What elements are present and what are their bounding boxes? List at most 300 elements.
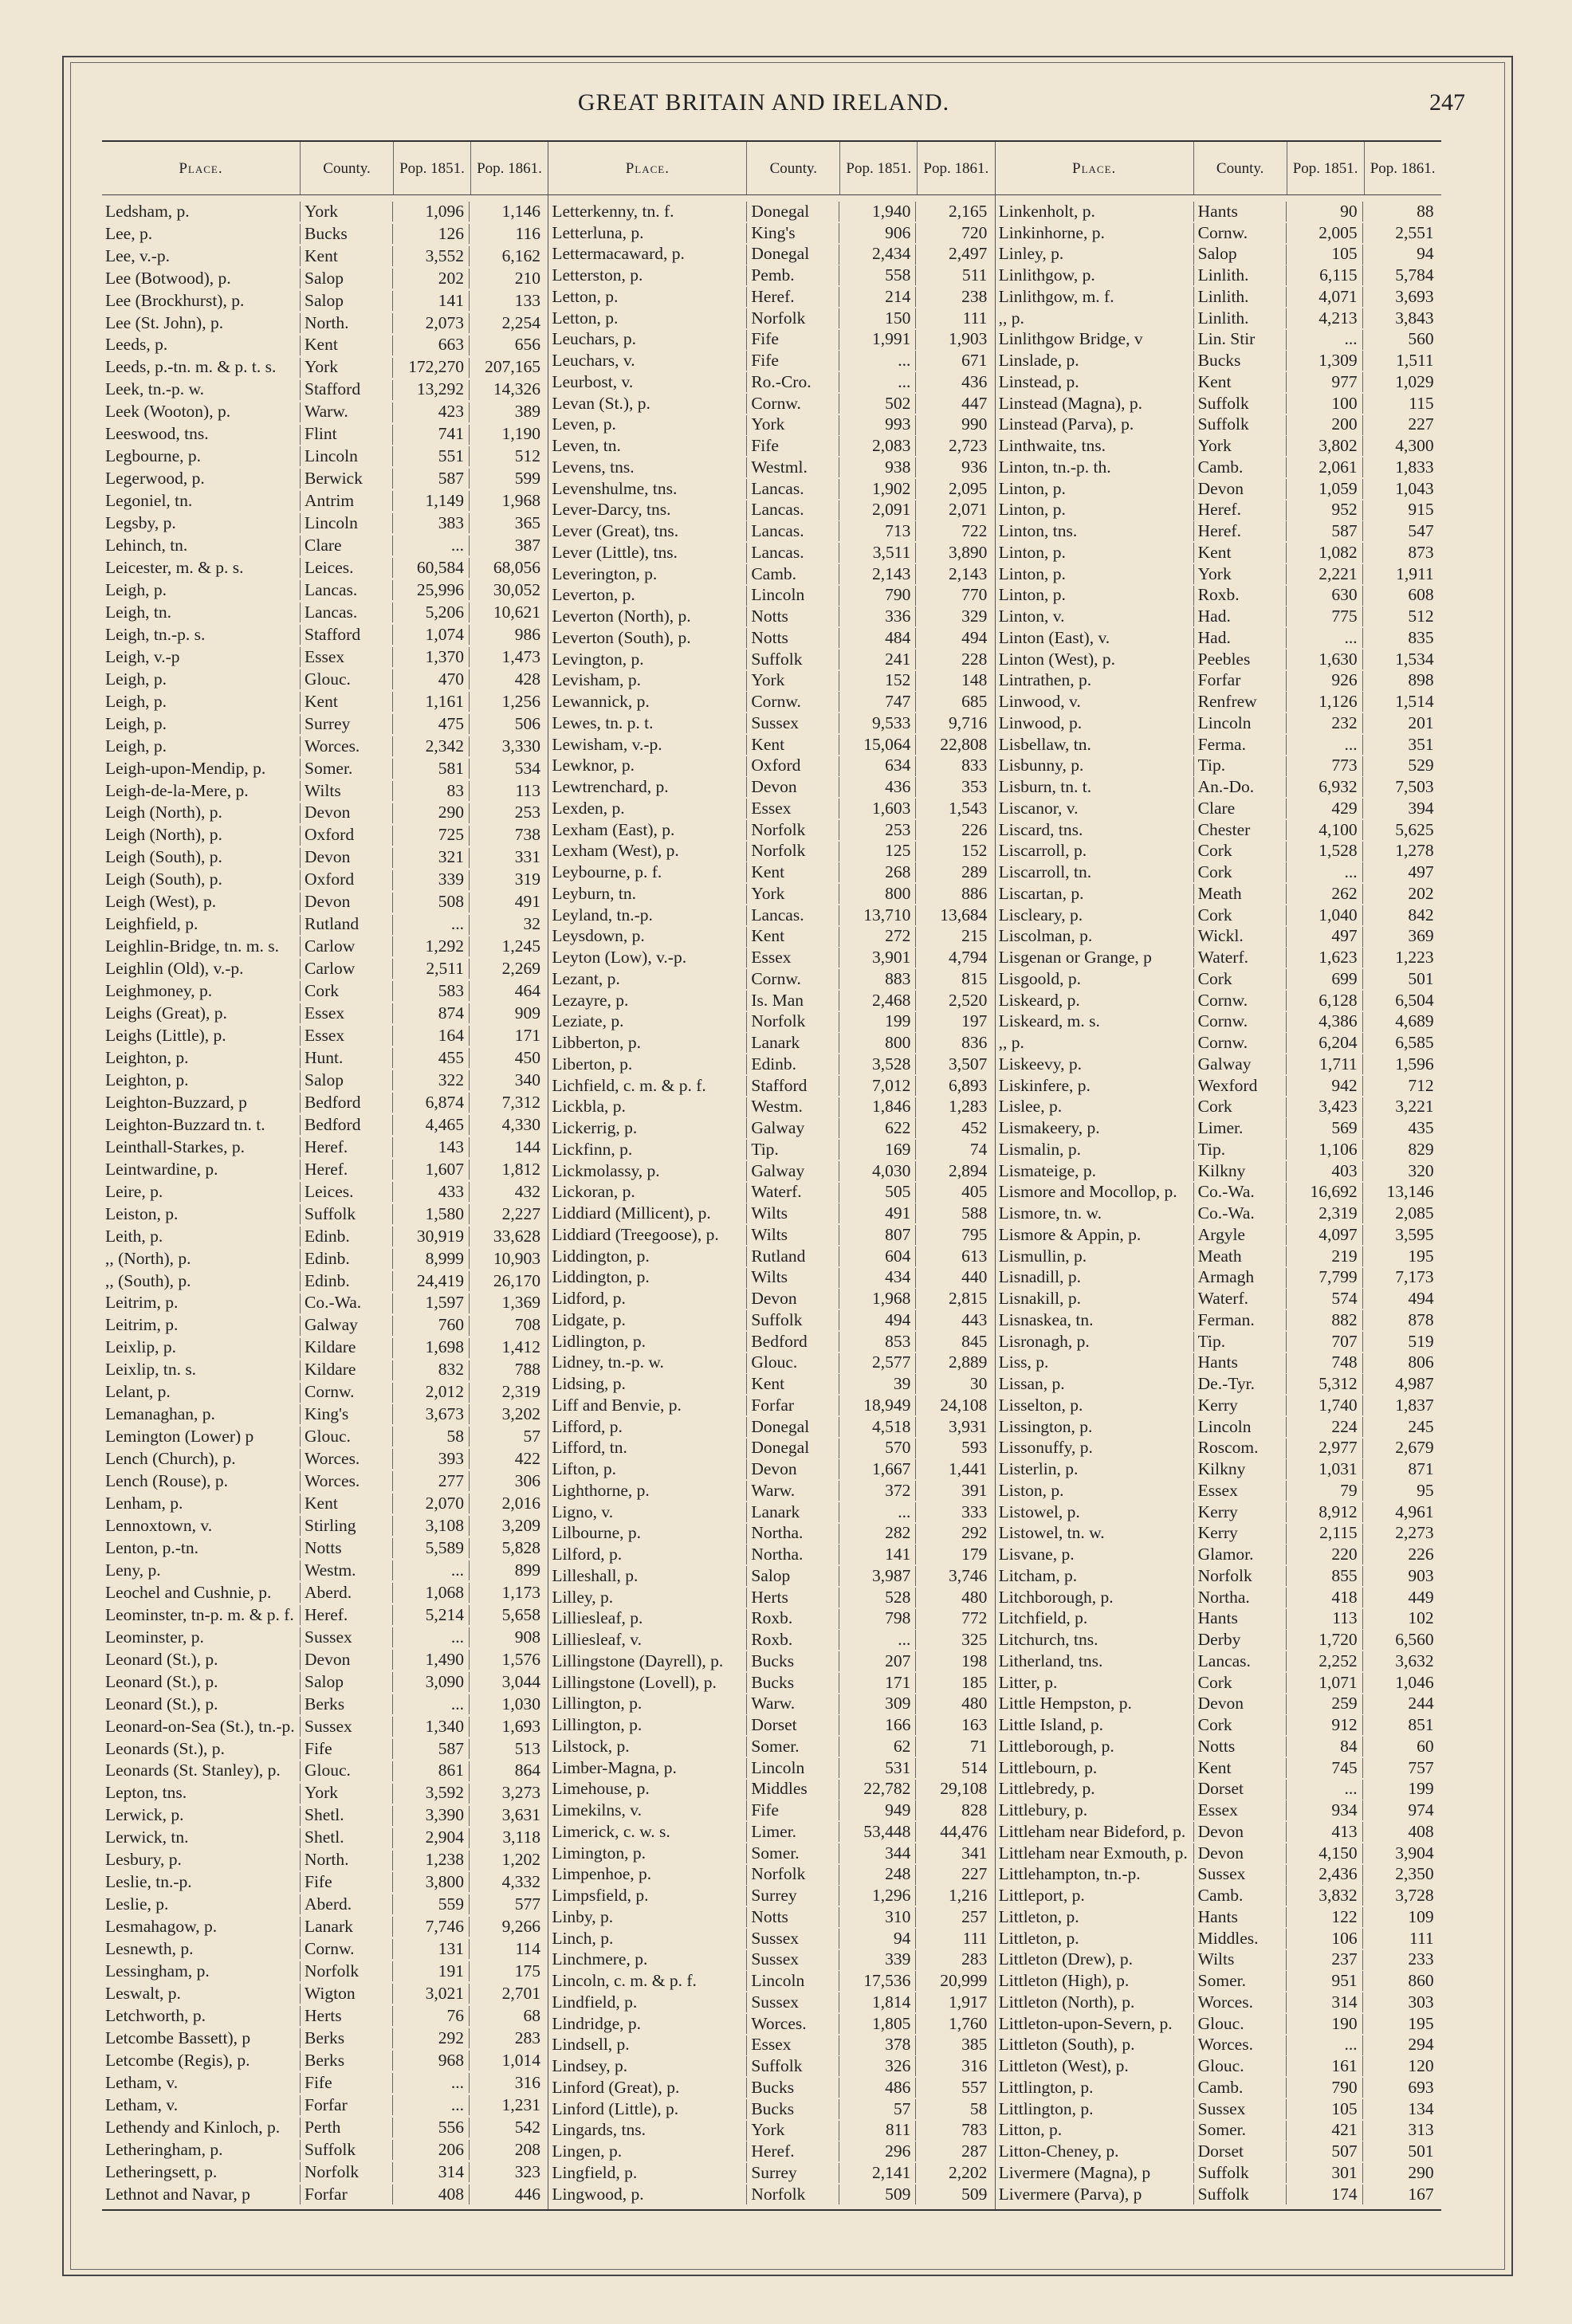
place-cell: Lennoxtown, v. — [105, 1516, 213, 1535]
place-cell: Lezant, p. — [552, 969, 620, 988]
table-row — [102, 1739, 548, 1759]
pop-1861-cell: 1,216 — [915, 1886, 992, 1906]
table-row — [548, 564, 994, 584]
place-cell: Lesmahagow, p. — [105, 1917, 218, 1937]
place-cell: Lee (St. John), p. — [105, 312, 224, 332]
pop-1851-cell: 1,292 — [392, 936, 469, 956]
pop-1861-cell: 599 — [469, 469, 545, 489]
table-row — [548, 1886, 994, 1906]
pop-1861-cell: 1,030 — [469, 1694, 545, 1714]
pop-1861-cell: 936 — [915, 457, 992, 477]
pop-1861-cell: 3,746 — [915, 1566, 992, 1586]
pop-1851-cell: 587 — [392, 469, 469, 489]
pop-1851-cell: 190 — [1286, 2014, 1362, 2034]
pop-1851-cell: 22,782 — [839, 1780, 915, 1800]
table-row — [996, 586, 1441, 606]
table-row — [996, 1332, 1441, 1352]
county-cell: Roxb. — [1193, 586, 1286, 606]
pop-1861-cell: 1,245 — [469, 936, 545, 956]
pop-1851-cell: 125 — [839, 842, 915, 862]
pop-1851-cell: 268 — [839, 862, 915, 882]
place-cell: Lismore, tn. w. — [998, 1203, 1102, 1223]
pop-1851-cell: 1,238 — [392, 1851, 469, 1871]
place-cell: Liston, p. — [998, 1481, 1064, 1500]
county-cell: Fife — [746, 1800, 839, 1820]
pop-1861-cell: 2,497 — [915, 245, 992, 265]
table-row — [548, 1822, 994, 1842]
pop-1861-cell: 557 — [915, 2078, 992, 2098]
pop-1861-cell: 195 — [1362, 1246, 1439, 1266]
table-row — [548, 1545, 994, 1564]
county-cell: Camb. — [746, 564, 839, 584]
table-row — [102, 536, 548, 555]
pop-1861-cell: 4,332 — [469, 1872, 545, 1892]
place-cell: Lesnewth, p. — [105, 1939, 194, 1959]
place-cell: Limber-Magna, p. — [552, 1757, 677, 1777]
pop-1861-cell: 1,968 — [469, 491, 545, 511]
county-cell: Waterf. — [1193, 948, 1286, 968]
place-cell: Linton, v. — [998, 607, 1065, 626]
pop-1861-cell: 244 — [1362, 1694, 1439, 1714]
table-row — [548, 1566, 994, 1586]
county-cell: North. — [300, 313, 392, 333]
table-row — [102, 1383, 548, 1403]
county-cell: Northa. — [746, 1524, 839, 1544]
county-cell: Heref. — [746, 2141, 839, 2161]
table-row — [102, 1717, 548, 1737]
county-cell: Fife — [746, 330, 839, 350]
county-cell: Aberd. — [300, 1894, 392, 1914]
place-cell: Littleton (Drew), p. — [998, 1949, 1134, 1969]
table-row — [548, 351, 994, 371]
pop-1861-cell: 788 — [469, 1360, 545, 1380]
pop-1861-cell: 3,843 — [1362, 308, 1439, 328]
pop-1861-cell: 207,165 — [469, 358, 545, 378]
place-cell: Lismalin, p. — [998, 1140, 1081, 1159]
pop-1851-cell: 882 — [1286, 1310, 1362, 1330]
table-row — [996, 1886, 1441, 1906]
table-row — [102, 1026, 548, 1046]
county-cell: Leices. — [300, 558, 392, 578]
place-cell: Leiston, p. — [105, 1203, 179, 1223]
pop-1861-cell: 114 — [469, 1939, 545, 1959]
county-cell: Lanark — [746, 1502, 839, 1522]
place-cell: Leswalt, p. — [105, 1984, 181, 2003]
county-cell: Camb. — [1193, 1886, 1286, 1906]
pop-1851-cell: 1,040 — [1286, 905, 1362, 925]
place-cell: Lilford, p. — [552, 1545, 623, 1564]
place-cell: Lillington, p. — [552, 1694, 643, 1714]
pop-1861-cell: 909 — [469, 1003, 545, 1023]
county-cell: Heref. — [746, 287, 839, 307]
county-cell: Northa. — [746, 1545, 839, 1564]
place-cell: Linton, p. — [998, 478, 1066, 498]
pop-1851-cell: 1,968 — [839, 1289, 915, 1309]
pop-1861-cell: 3,631 — [469, 1806, 545, 1826]
place-cell: Linton (East), v. — [998, 628, 1110, 647]
pop-1851-cell: 6,932 — [1286, 777, 1362, 797]
table-row — [548, 628, 994, 648]
place-cell: Leigh, p. — [105, 580, 167, 599]
pop-1861-cell: 6,162 — [469, 246, 545, 266]
pop-1861-cell: 152 — [915, 842, 992, 862]
pop-1851-cell: 84 — [1286, 1737, 1362, 1757]
table-row — [996, 1481, 1441, 1501]
table-row — [996, 2014, 1441, 2034]
table-row — [102, 893, 548, 913]
pop-1861-cell: 24,108 — [915, 1396, 992, 1415]
county-cell: Heref. — [300, 1160, 392, 1180]
place-cell: Lingards, tns. — [552, 2120, 646, 2140]
pop-1861-cell: 13,146 — [1362, 1183, 1439, 1203]
pop-1851-cell: 475 — [392, 714, 469, 734]
pop-1861-cell: 449 — [1362, 1588, 1439, 1608]
pop-1861-cell: 722 — [915, 521, 992, 541]
place-cell: Liscartan, p. — [998, 884, 1084, 903]
pop-1851-cell: 1,805 — [839, 2014, 915, 2034]
table-row — [548, 1950, 994, 1970]
place-cell: Lettermacaward, p. — [552, 244, 685, 264]
pop-1861-cell: 387 — [469, 536, 545, 555]
table-row — [548, 884, 994, 904]
table-block — [102, 142, 548, 2209]
pop-1851-cell: 1,580 — [392, 1204, 469, 1224]
pop-1861-cell: 257 — [915, 1907, 992, 1927]
pop-1851-cell: ... — [1286, 862, 1362, 882]
pop-1851-cell: 3,390 — [392, 1806, 469, 1826]
place-cell: Liskinfere, p. — [998, 1075, 1091, 1095]
place-cell: Linkenholt, p. — [998, 202, 1095, 221]
table-row — [548, 1268, 994, 1288]
pop-1851-cell: 1,711 — [1286, 1054, 1362, 1074]
county-cell: Suffolk — [300, 2140, 392, 2160]
pop-1851-cell: 570 — [839, 1439, 915, 1458]
pop-1851-cell: 1,814 — [839, 1992, 915, 2012]
table-row — [548, 2185, 994, 2204]
county-cell: Somer. — [746, 1843, 839, 1863]
table-row — [548, 372, 994, 392]
place-cell: Letheringham, p. — [105, 2139, 223, 2159]
table-row — [996, 777, 1441, 797]
place-cell: Letham, v. — [105, 2073, 179, 2092]
pop-1861-cell: 320 — [1362, 1161, 1439, 1181]
table-row — [548, 2078, 994, 2098]
place-cell: Litton-Cheney, p. — [998, 2141, 1119, 2161]
county-cell: Peebles — [1193, 650, 1286, 669]
pop-1861-cell: 57 — [469, 1427, 545, 1447]
header-pop-1851: Pop. 1851. — [1287, 142, 1364, 194]
table-row — [102, 1316, 548, 1336]
pop-1851-cell: 3,802 — [1286, 436, 1362, 456]
table-row — [102, 736, 548, 756]
pop-1851-cell: 790 — [1286, 2078, 1362, 2098]
pop-1861-cell: 1,473 — [469, 647, 545, 667]
table-row — [996, 287, 1441, 307]
place-cell: Leyton (Low), v.-p. — [552, 948, 687, 967]
place-cell: Lever-Darcy, tns. — [552, 500, 671, 520]
pop-1861-cell: 1,812 — [469, 1160, 545, 1180]
pop-1861-cell: 693 — [1362, 2078, 1439, 2098]
pop-1861-cell: 1,256 — [469, 692, 545, 712]
pop-1861-cell: 2,723 — [915, 436, 992, 456]
table-row — [996, 1737, 1441, 1757]
pop-1861-cell: 2,350 — [1362, 1865, 1439, 1885]
place-cell: Litchborough, p. — [998, 1587, 1114, 1607]
table-row — [548, 1929, 994, 1949]
county-cell: Worces. — [1193, 1992, 1286, 2012]
county-cell: Lancas. — [300, 603, 392, 622]
table-row — [996, 1118, 1441, 1138]
pop-1851-cell: ... — [1286, 628, 1362, 648]
table-row — [548, 1865, 994, 1885]
table-row — [996, 1843, 1441, 1863]
place-cell: Lench (Church), p. — [105, 1449, 236, 1469]
pop-1861-cell: 26,170 — [469, 1271, 545, 1291]
pop-1861-cell: 6,504 — [1362, 991, 1439, 1011]
pop-1861-cell: 238 — [915, 287, 992, 307]
pop-1861-cell: 873 — [1362, 543, 1439, 563]
pop-1851-cell: 2,073 — [392, 313, 469, 333]
place-cell: Leonard (St.), p. — [105, 1694, 218, 1714]
table-row — [548, 862, 994, 882]
place-cell: Linlithgow Bridge, v — [998, 329, 1143, 349]
pop-1861-cell: 2,701 — [469, 1984, 545, 2004]
table-row — [548, 202, 994, 222]
county-cell: An.-Do. — [1193, 777, 1286, 797]
pop-1851-cell: 152 — [839, 671, 915, 691]
county-cell: Renfrew — [1193, 692, 1286, 712]
place-cell: Littlebury, p. — [998, 1800, 1088, 1820]
header-pop-1861: Pop. 1861. — [917, 142, 994, 194]
table-row — [548, 1246, 994, 1266]
table-row — [996, 457, 1441, 477]
place-cell: Lickmolassy, p. — [552, 1160, 660, 1180]
pop-1851-cell: 559 — [392, 1894, 469, 1914]
county-cell: Edinb. — [300, 1249, 392, 1269]
county-cell: Devon — [1193, 1843, 1286, 1863]
table-row — [548, 1396, 994, 1415]
pop-1861-cell: 208 — [469, 2140, 545, 2160]
county-cell: Bucks — [746, 1651, 839, 1671]
county-cell: Roxb. — [746, 1609, 839, 1629]
pop-1861-cell: 2,085 — [1362, 1203, 1439, 1223]
table-row — [102, 1872, 548, 1892]
table-row — [996, 607, 1441, 626]
place-cell: Lisnakill, p. — [998, 1289, 1081, 1308]
table-row — [548, 1502, 994, 1522]
pop-1861-cell: 5,658 — [469, 1605, 545, 1625]
pop-1851-cell: 1,623 — [1286, 948, 1362, 968]
county-cell: Roscom. — [1193, 1439, 1286, 1458]
place-cell: Legerwood, p. — [105, 469, 205, 489]
county-cell: Wexford — [1193, 1076, 1286, 1096]
place-cell: Leighmoney, p. — [105, 981, 213, 1001]
pop-1861-cell: 1,043 — [1362, 479, 1439, 499]
table-row — [102, 2185, 548, 2204]
table-row — [548, 457, 994, 477]
place-cell: Lingen, p. — [552, 2141, 623, 2161]
table-row — [996, 1459, 1441, 1479]
table-row — [548, 1054, 994, 1074]
county-cell: King's — [746, 223, 839, 243]
place-cell: Letterluna, p. — [552, 222, 644, 242]
pop-1851-cell: 968 — [392, 2051, 469, 2071]
pop-1851-cell: 1,698 — [392, 1338, 469, 1358]
place-cell: Linley, p. — [998, 244, 1064, 264]
county-cell: Essex — [300, 1026, 392, 1046]
county-cell: Wilts — [1193, 1950, 1286, 1970]
pop-1861-cell: 2,202 — [915, 2163, 992, 2183]
county-cell: Perth — [300, 2118, 392, 2138]
place-cell: Linchmere, p. — [552, 1949, 648, 1969]
pop-1851-cell: 634 — [839, 756, 915, 776]
pop-1851-cell: 1,991 — [839, 330, 915, 350]
table-row — [996, 1566, 1441, 1586]
pop-1861-cell: 835 — [1362, 628, 1439, 648]
pop-1861-cell: 860 — [1362, 1971, 1439, 1991]
pop-1851-cell: 574 — [1286, 1289, 1362, 1309]
pop-1861-cell: 22,808 — [915, 735, 992, 755]
pop-1851-cell: 874 — [392, 1003, 469, 1023]
place-cell: Leziate, p. — [552, 1011, 624, 1031]
place-cell: Lillington, p. — [552, 1715, 643, 1734]
pop-1851-cell: 2,070 — [392, 1494, 469, 1513]
pop-1851-cell: 1,846 — [839, 1097, 915, 1117]
pop-1851-cell: 7,799 — [1286, 1268, 1362, 1288]
place-cell: Liss, p. — [998, 1352, 1049, 1372]
table-row — [102, 603, 548, 622]
county-cell: Waterf. — [746, 1183, 839, 1203]
county-cell: Edinb. — [746, 1054, 839, 1074]
pop-1861-cell: 292 — [915, 1524, 992, 1544]
place-cell: Limpenhoe, p. — [552, 1864, 652, 1884]
county-cell: Berwick — [300, 469, 392, 489]
table-row — [548, 1715, 994, 1735]
pop-1861-cell: 829 — [1362, 1140, 1439, 1160]
table-row — [548, 1758, 994, 1778]
pop-1851-cell: 3,552 — [392, 246, 469, 266]
place-cell: Lethnot and Navar, p — [105, 2184, 250, 2204]
header-pop-1851: Pop. 1851. — [393, 142, 470, 194]
table-row — [548, 479, 994, 499]
place-cell: Leighs (Little), p. — [105, 1026, 226, 1046]
pop-1861-cell: 428 — [469, 669, 545, 689]
pop-1851-cell: 90 — [1286, 202, 1362, 222]
county-cell: Kildare — [300, 1360, 392, 1380]
pop-1861-cell: 519 — [1362, 1332, 1439, 1352]
table-block — [548, 142, 994, 2209]
county-cell: King's — [300, 1404, 392, 1424]
pop-1851-cell: 3,901 — [839, 948, 915, 968]
place-cell: Legoniel, tn. — [105, 491, 193, 511]
place-cell: Lexham (West), p. — [552, 841, 679, 861]
pop-1861-cell: 134 — [1362, 2099, 1439, 2119]
place-cell: Lighthorne, p. — [552, 1481, 650, 1500]
county-cell: Glouc. — [1193, 2056, 1286, 2076]
county-cell: York — [746, 671, 839, 691]
pop-1851-cell: 292 — [392, 2028, 469, 2048]
table-row — [548, 692, 994, 712]
county-cell: Carlow — [300, 959, 392, 979]
table-row — [996, 330, 1441, 350]
pop-1851-cell: 105 — [1286, 2099, 1362, 2119]
table-row — [102, 1894, 548, 1914]
table-row — [102, 803, 548, 823]
county-cell: Lancas. — [746, 905, 839, 925]
place-cell: Leeswood, tns. — [105, 424, 209, 444]
place-cell: Leigh, p. — [105, 669, 167, 689]
table-row — [548, 394, 994, 414]
county-cell: Devon — [1193, 1822, 1286, 1842]
county-cell: Bucks — [746, 2078, 839, 2098]
pop-1851-cell: 106 — [1286, 1929, 1362, 1949]
pop-1861-cell: 94 — [1362, 245, 1439, 265]
pop-1851-cell: 429 — [1286, 799, 1362, 819]
pop-1851-cell: 747 — [839, 692, 915, 712]
pop-1861-cell: 44,476 — [915, 1822, 992, 1842]
place-cell: ,, p. — [998, 1033, 1024, 1052]
pop-1851-cell: 1,603 — [839, 799, 915, 819]
pop-1861-cell: 325 — [915, 1630, 992, 1650]
county-cell: Lancas. — [746, 501, 839, 520]
pop-1861-cell: 58 — [915, 2099, 992, 2119]
pop-1851-cell: 507 — [1286, 2141, 1362, 2161]
place-cell: Lismore and Mocollop, p. — [998, 1182, 1177, 1202]
county-cell: Wickl. — [1193, 927, 1286, 947]
pop-1861-cell: 283 — [469, 2028, 545, 2048]
pop-1851-cell: 2,319 — [1286, 1203, 1362, 1223]
county-cell: Pemb. — [746, 265, 839, 285]
county-cell: Had. — [1193, 628, 1286, 648]
table-row — [102, 246, 548, 266]
county-cell: Lin. Stir — [1193, 330, 1286, 350]
pop-1851-cell: ... — [1286, 735, 1362, 755]
table-header — [996, 142, 1441, 195]
table-row — [102, 826, 548, 846]
place-cell: Limekilns, v. — [552, 1800, 642, 1820]
pop-1861-cell: 120 — [1362, 2056, 1439, 2076]
pop-1861-cell: 329 — [915, 607, 992, 626]
table-row — [996, 905, 1441, 925]
pop-1861-cell: 163 — [915, 1715, 992, 1735]
pop-1851-cell: 509 — [839, 2185, 915, 2204]
county-cell: Herts — [300, 2006, 392, 2026]
pop-1851-cell: 942 — [1286, 1076, 1362, 1096]
table-row — [102, 848, 548, 868]
pop-1861-cell: 394 — [1362, 799, 1439, 819]
pop-1851-cell: 581 — [392, 759, 469, 779]
place-cell: Leigh, tn.-p. s. — [105, 625, 206, 644]
table-row — [996, 1183, 1441, 1203]
county-cell: Worces. — [300, 1471, 392, 1491]
place-cell: Lincoln, c. m. & p. f. — [552, 1971, 697, 1990]
table-row — [102, 2140, 548, 2160]
pop-1861-cell: 167 — [1362, 2185, 1439, 2204]
county-cell: Limer. — [746, 1822, 839, 1842]
county-cell: Sussex — [746, 1992, 839, 2012]
table-row — [996, 245, 1441, 265]
pop-1851-cell: 6,204 — [1286, 1033, 1362, 1053]
county-cell: Cork — [1193, 1673, 1286, 1693]
county-cell: Kent — [746, 862, 839, 882]
pop-1851-cell: 13,292 — [392, 380, 469, 400]
county-cell: Heref. — [1193, 521, 1286, 541]
county-cell: Fife — [746, 436, 839, 456]
place-cell: Lindfield, p. — [552, 1992, 638, 2012]
place-cell: Lidney, tn.-p. w. — [552, 1352, 664, 1372]
pop-1861-cell: 13,684 — [915, 905, 992, 925]
place-cell: Lidford, p. — [552, 1289, 626, 1308]
